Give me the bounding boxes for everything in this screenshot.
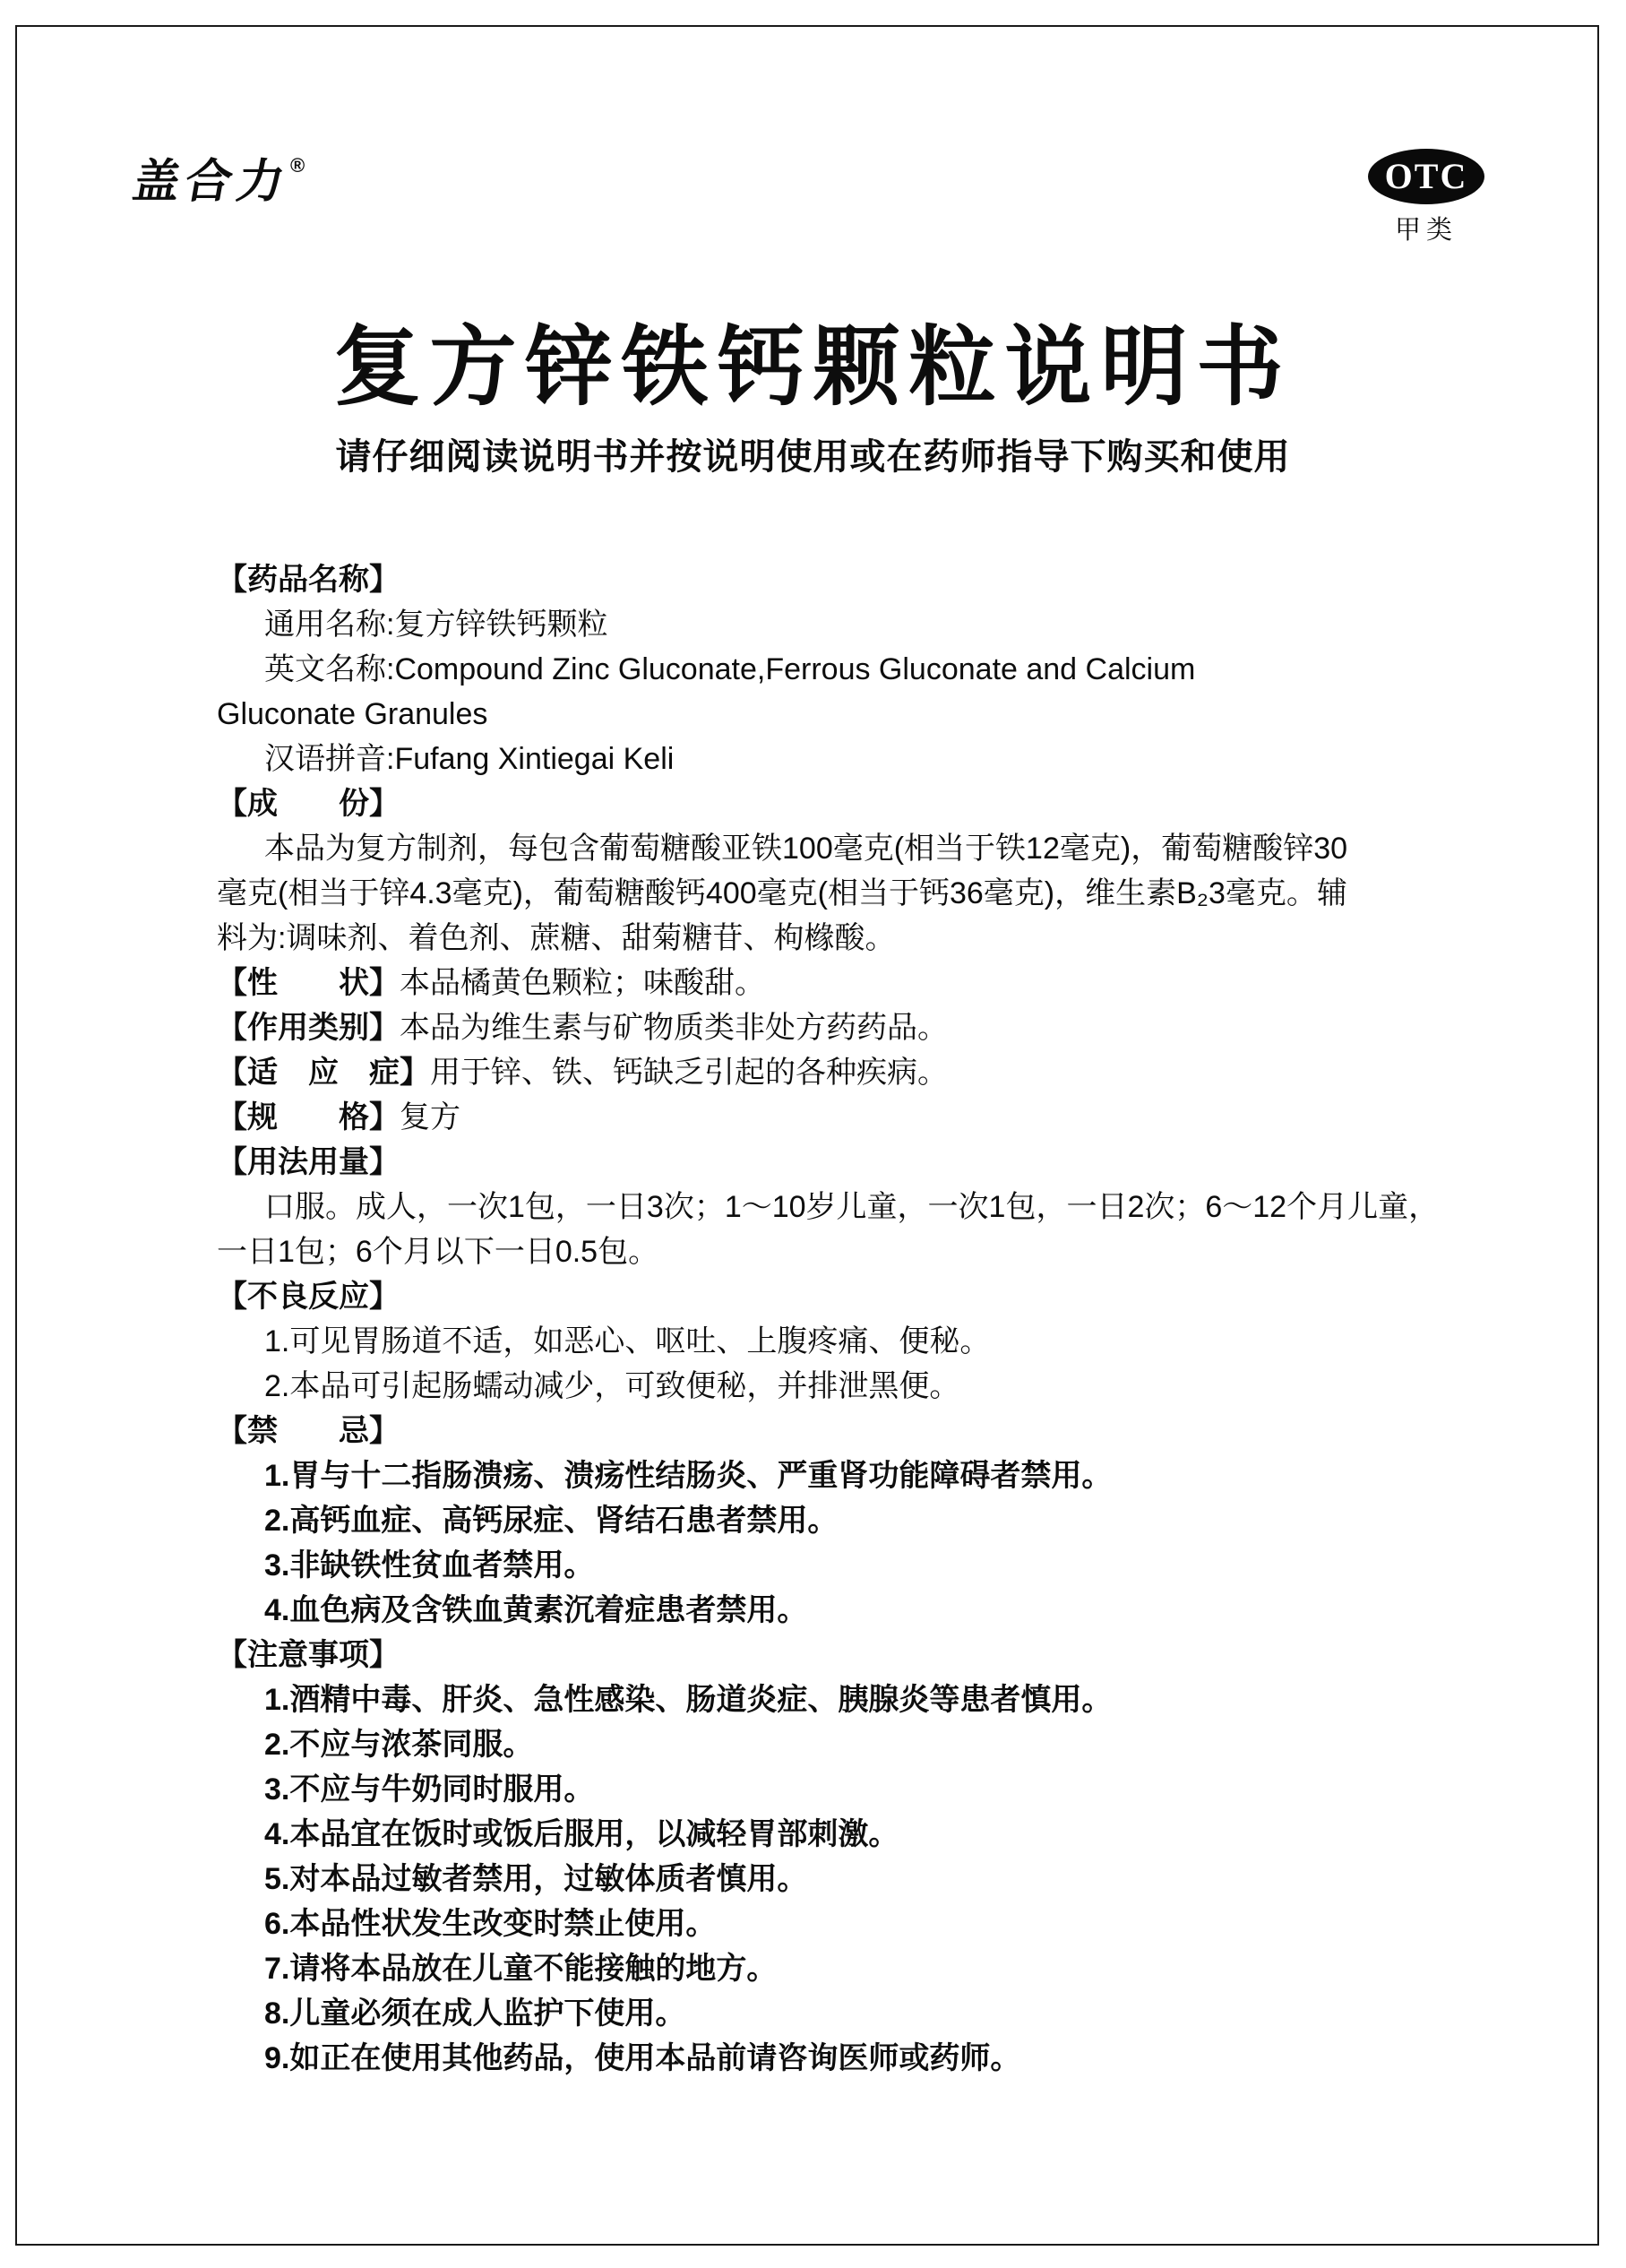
body-line [217, 1722, 1489, 1767]
body-line [217, 1319, 1489, 1364]
body-line [217, 1901, 1489, 1946]
line-text: 3.非缺铁性贫血者禁用。 [264, 1548, 595, 1582]
section-heading [217, 557, 1489, 602]
line-text: 通用名称:复方锌铁钙颗粒 [264, 608, 608, 642]
section-label: 【不良反应】 [217, 1280, 400, 1314]
brand-text: 盖合力 [128, 156, 295, 208]
body-line [217, 1946, 1489, 1991]
line-text: 1.胃与十二指肠溃疡、溃疡性结肠炎、严重肾功能障碍者禁用。 [264, 1459, 1113, 1493]
section-label: 【规 格】 [217, 1100, 400, 1134]
body-line [217, 871, 1489, 916]
otc-label: OTC [1384, 156, 1468, 196]
line-text: 毫克(相当于锌4.3毫克)，葡萄糖酸钙400毫克(相当于钙36毫克)，维生素B₂3毫克。辅 [217, 876, 1347, 910]
body-line [217, 1498, 1489, 1543]
body-line [217, 1857, 1489, 1901]
line-text: 4.本品宜在饭时或饭后服用，以减轻胃部刺激。 [264, 1817, 899, 1851]
section-heading [217, 1140, 1489, 1185]
body-line [217, 1005, 1489, 1050]
line-text: 2.不应与浓茶同服。 [264, 1728, 534, 1762]
page-subtitle: 请仔细阅读说明书并按说明使用或在药师指导下购买和使用 [335, 437, 1291, 477]
line-text: 2.高钙血症、高钙尿症、肾结石患者禁用。 [264, 1504, 839, 1538]
otc-class-label: 甲类 [1394, 216, 1458, 245]
section-label: 【禁 忌】 [217, 1414, 400, 1448]
line-text: 2.本品可引起肠蠕动减少，可致便秘，并排泄黑便。 [264, 1369, 960, 1403]
line-text: 5.对本品过敏者禁用，过敏体质者慎用。 [264, 1862, 808, 1896]
line-text: 6.本品性状发生改变时禁止使用。 [264, 1907, 717, 1941]
body-line [217, 1364, 1489, 1409]
body-line [217, 826, 1489, 871]
section-heading [217, 1274, 1489, 1319]
body-line [217, 1543, 1489, 1588]
line-text: 英文名称:Compound Zinc Gluconate,Ferrous Gluconate and Calcium [264, 652, 1196, 686]
line-text: 一日1包；6个月以下一日0.5包。 [217, 1235, 659, 1269]
body-line [217, 1588, 1489, 1633]
body-line [217, 1677, 1489, 1722]
line-text: Gluconate Granules [217, 697, 488, 731]
line-text: 本品橘黄色颗粒；味酸甜。 [400, 966, 765, 1000]
section-label: 【性 状】 [217, 966, 400, 1000]
body-line [217, 2036, 1489, 2081]
registered-trademark-icon: ® [290, 154, 305, 177]
line-text: 汉语拼音:Fufang Xintiegai Keli [264, 742, 675, 776]
line-text: 本品为维生素与矿物质类非处方药药品。 [400, 1011, 948, 1045]
line-text: 本品为复方制剂，每包含葡萄糖酸亚铁100毫克(相当于铁12毫克)，葡萄糖酸锌30 [264, 832, 1348, 866]
body-line [217, 1050, 1489, 1095]
body-line [217, 647, 1489, 692]
section-label: 【注意事项】 [217, 1638, 400, 1672]
body-line [217, 1812, 1489, 1857]
line-text: 用于锌、铁、钙缺乏引起的各种疾病。 [430, 1056, 948, 1090]
otc-ellipse [1368, 149, 1484, 204]
line-text: 口服。成人，一次1包，一日3次；1～10岁儿童，一次1包，一日2次；6～12个月儿童， [264, 1190, 1440, 1224]
line-text: 1.酒精中毒、肝炎、急性感染、肠道炎症、胰腺炎等患者慎用。 [264, 1683, 1113, 1717]
section-label: 【成 份】 [217, 787, 400, 821]
section-label: 【药品名称】 [217, 563, 400, 597]
line-text: 料为:调味剂、着色剂、蔗糖、甜菊糖苷、枸橼酸。 [217, 921, 896, 955]
body-line [217, 1991, 1489, 2036]
body-line [217, 1453, 1489, 1498]
body-line [217, 916, 1489, 961]
leaflet-body [217, 557, 1489, 2081]
body-line [217, 602, 1489, 647]
section-heading [217, 1409, 1489, 1453]
section-label: 【用法用量】 [217, 1145, 400, 1179]
line-text: 8.儿童必须在成人监护下使用。 [264, 1996, 686, 2031]
line-text: 7.请将本品放在儿童不能接触的地方。 [264, 1952, 778, 1986]
body-line [217, 961, 1489, 1005]
section-label: 【适 应 症】 [217, 1056, 430, 1090]
section-heading [217, 1633, 1489, 1677]
brand-logo [128, 143, 305, 211]
body-line [217, 737, 1489, 781]
body-line [217, 1767, 1489, 1812]
line-text: 1.可见胃肠道不适，如恶心、呕吐、上腹疼痛、便秘。 [264, 1324, 991, 1358]
section-heading [217, 781, 1489, 826]
body-line [217, 1095, 1489, 1140]
line-text: 复方 [400, 1100, 460, 1134]
line-text: 3.不应与牛奶同时服用。 [264, 1772, 595, 1807]
line-text: 9.如正在使用其他药品，使用本品前请咨询医师或药师。 [264, 2041, 1021, 2075]
line-text: 4.血色病及含铁血黄素沉着症患者禁用。 [264, 1593, 808, 1627]
body-line [217, 1229, 1489, 1274]
section-label: 【作用类别】 [217, 1011, 400, 1045]
body-line [217, 1185, 1489, 1229]
page-title: 复方锌铁钙颗粒说明书 [333, 318, 1293, 416]
body-line [217, 692, 1489, 737]
